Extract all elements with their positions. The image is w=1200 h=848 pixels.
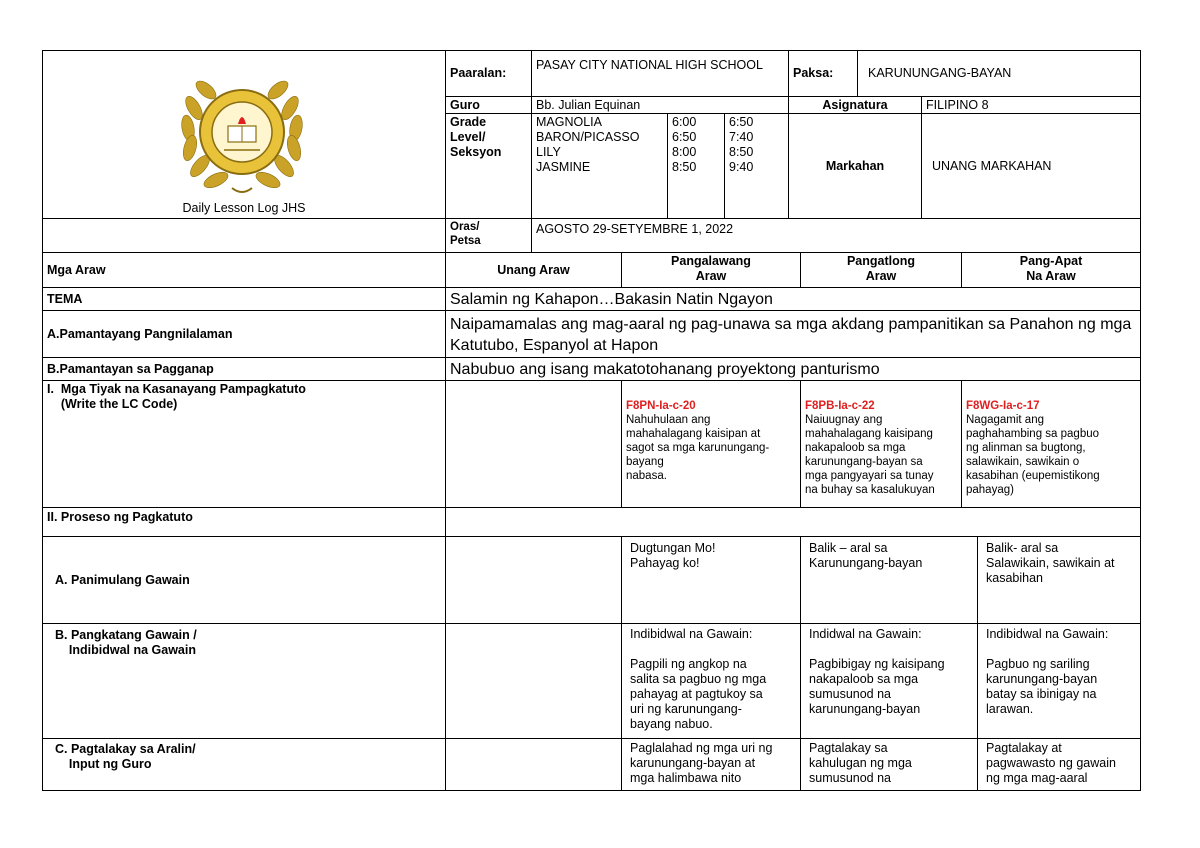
times-end: 6:50 7:40 8:50 9:40 <box>724 113 789 219</box>
lc-label: I. Mga Tiyak na Kasanayang Pampagkatuto (Write the LC Code) <box>42 380 446 508</box>
pangkatang-gawain-label: B. Pangkatang Gawain / Indibidwal na Gawain <box>42 623 446 739</box>
logo-cell <box>42 50 446 219</box>
panimulang-day3: Balik – aral sa Karunungang-bayan <box>800 536 978 624</box>
paaralan-label: Paaralan: <box>445 50 532 97</box>
pangkatang-day2: Indibidwal na Gawain: Pagpili ng angkop na salita sa pagbuo ng mga pahayag at pagtukoy sa uri ng karunungang- bayang nabuo. <box>621 623 801 739</box>
day2-header: Pangalawang Araw <box>621 252 801 288</box>
lc-text-day2: Nahuhulaan ang mahahalagang kaisipan at sagot sa mga karunungang- bayang nabasa. <box>626 414 770 482</box>
paaralan-value: PASAY CITY NATIONAL HIGH SCHOOL <box>531 50 789 97</box>
proseso-value <box>445 507 1141 537</box>
times-start: 6:00 6:50 8:00 8:50 <box>667 113 725 219</box>
pagtalakay-day3: Pagtalakay sa kahulugan ng mga sumusunod na <box>800 738 978 791</box>
grade-level-label: Grade Level/ Seksyon <box>445 113 532 219</box>
pamantayan-pagganap-value: Nabubuo ang isang makatotohanang proyektong panturismo <box>445 357 1141 381</box>
tema-value: Salamin ng Kahapon…Bakasin Natin Ngayon <box>445 287 1141 311</box>
pagtalakay-day1 <box>445 738 622 791</box>
day1-header: Unang Araw <box>445 252 622 288</box>
lc-day2 <box>621 380 801 508</box>
guro-value: Bb. Julian Equinan <box>531 96 789 114</box>
mga-araw-label: Mga Araw <box>42 252 446 288</box>
lc-code-day4: F8WG-Ia-c-17 <box>966 400 1040 412</box>
panimulang-gawain-label: A. Panimulang Gawain <box>42 536 446 624</box>
pagtalakay-day4: Pagtalakay at pagwawasto ng gawain ng mga mag-aaral <box>977 738 1141 791</box>
pangkatang-day3: Indidwal na Gawain: Pagbibigay ng kaisipang nakapaloob sa mga sumusunod na karunungang-bayan <box>800 623 978 739</box>
oras-label: Oras/ Petsa <box>445 218 532 253</box>
pagtalakay-day2: Paglalahad ng mga uri ng karunungang-bayan at mga halimbawa nito <box>621 738 801 791</box>
paksa-value: KARUNUNGANG-BAYAN <box>857 50 1141 97</box>
lc-day1 <box>445 380 622 508</box>
pamantayang-pangnilalaman-value: Naipamamalas ang mag-aaral ng pag-unawa sa mga akdang pampanitikan sa Panahon ng mga Katutubo, Espanyol at Hapon <box>445 310 1141 358</box>
markahan-value: UNANG MARKAHAN <box>921 113 1141 219</box>
guro-label: Guro <box>445 96 532 114</box>
lc-text-day4: Nagagamit ang paghahambing sa pagbuo ng alinman sa bugtong, salawikain, sawikain o kasabihan (eupemistikong pahayag) <box>966 414 1100 496</box>
oras-value: AGOSTO 29-SETYEMBRE 1, 2022 <box>531 218 1141 253</box>
proseso-label: II. Proseso ng Pagkatuto <box>42 507 446 537</box>
pagtalakay-label: C. Pagtalakay sa Aralin/ Input ng Guro <box>42 738 446 791</box>
markahan-label: Markahan <box>788 113 922 219</box>
lc-day4 <box>961 380 1141 508</box>
lc-code-day2: F8PN-Ia-c-20 <box>626 400 696 412</box>
panimulang-day2: Dugtungan Mo! Pahayag ko! <box>621 536 801 624</box>
pamantayan-pagganap-label: B.Pamantayan sa Pagganap <box>42 357 446 381</box>
paksa-label: Paksa: <box>788 50 858 97</box>
sections-list: MAGNOLIA BARON/PICASSO LILY JASMINE <box>531 113 668 219</box>
lc-text-day3: Naiuugnay ang mahahalagang kaisipang nakapaloob sa mga karunungang-bayan sa mga pangyayari sa tunay na buhay sa kasalukuyan <box>805 414 935 496</box>
tema-label: TEMA <box>42 287 446 311</box>
blank-cell <box>42 218 446 253</box>
lc-code-day3: F8PB-Ia-c-22 <box>805 400 875 412</box>
pangkatang-day4: Indibidwal na Gawain: Pagbuo ng sariling karunungang-bayan batay sa ibinigay na larawan. <box>977 623 1141 739</box>
logo-caption: Daily Lesson Log JHS <box>182 201 306 215</box>
lc-day3 <box>800 380 962 508</box>
panimulang-day4: Balik- aral sa Salawikain, sawikain at kasabihan <box>977 536 1141 624</box>
day3-header: Pangatlong Araw <box>800 252 962 288</box>
day4-header: Pang-Apat Na Araw <box>961 252 1141 288</box>
asignatura-value: FILIPINO 8 <box>921 96 1141 114</box>
pamantayang-pangnilalaman-label: A.Pamantayang Pangnilalaman <box>42 310 446 358</box>
panimulang-day1 <box>445 536 622 624</box>
asignatura-label: Asignatura <box>788 96 922 114</box>
pangkatang-day1 <box>445 623 622 739</box>
